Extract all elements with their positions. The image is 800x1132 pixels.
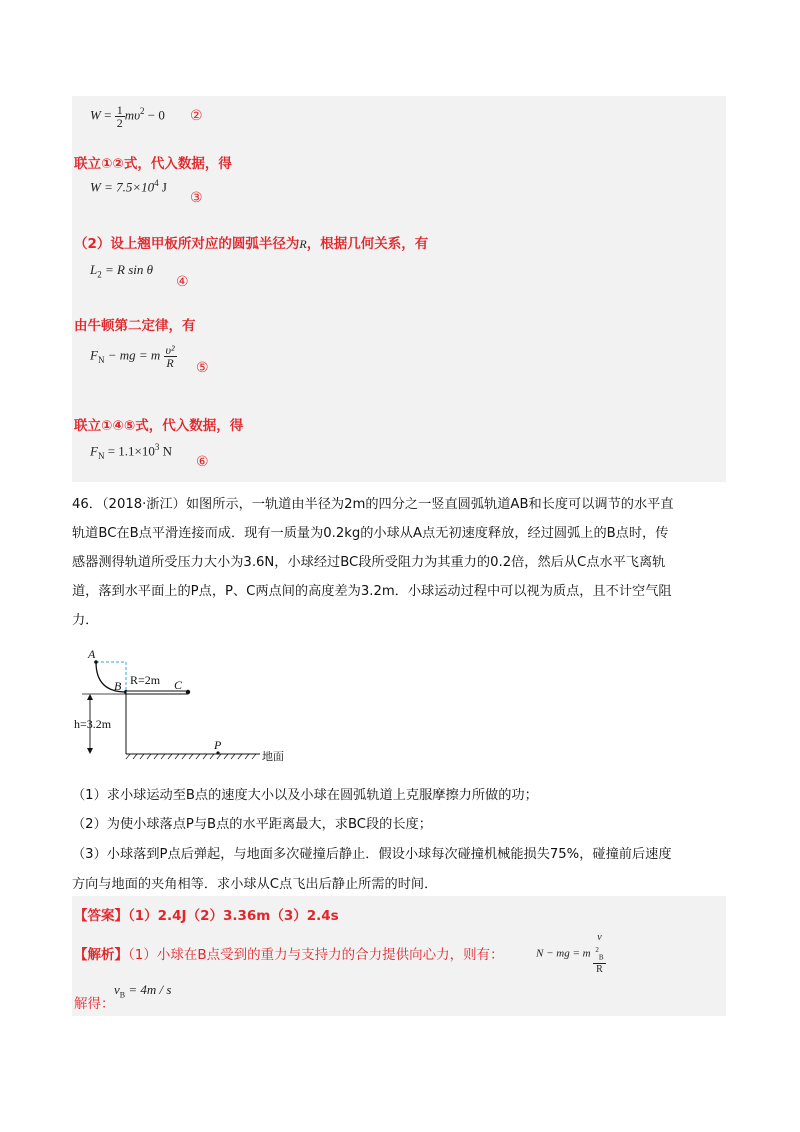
subquestion-3b: 方向与地面的夹角相等．求小球从C点飞出后静止所需的时间． [72, 877, 438, 892]
fraction-v2-R: $\frac{\text{υ²}}{R}$ [165, 343, 175, 370]
work-formula: W = $\frac{1}{2}$ $m\upsilon^2 - 0$ [90, 103, 165, 130]
work-result: $W = 7.5\times 10^4$ J [90, 178, 167, 195]
analysis-line [74, 943, 504, 963]
question-line-3: 感器测得轨道所受压力大小为3.6N，小球经过BC段所受阻力为其重力的0.2倍，然后从C点水平飞离轨 [72, 555, 666, 570]
fn-formula: $F_N$ − mg = m $\frac{\text{υ²}}{R}$ [90, 343, 175, 370]
analysis-label: 【解析】 [74, 947, 128, 963]
label-B: B [114, 679, 122, 693]
question-line-2: 轨道BC在B点平滑连接而成．现有一质量为0.2kg的小球从A点无初速度释放，经过圆弧上的B点时，传 [72, 526, 669, 541]
combine-text-145: 联立①④⑤式，代入数据，得 [74, 418, 244, 434]
fraction-half: $\frac{1}{2}$ [116, 103, 123, 130]
l2-formula: $L_2 = R$ sin θ [90, 262, 154, 280]
subquestion-2: （2）为使小球落点P与B点的水平距离最大，求BC段的长度； [72, 817, 432, 832]
label-A: A [88, 648, 96, 661]
subquestion-3a: （3）小球落到P点后弹起，与地面多次碰撞后静止．假设小球每次碰撞机械能损失75%，碰撞前后速度 [72, 847, 672, 862]
track-diagram [74, 648, 304, 766]
fn-result: $F_N = 1.1\times 10^3$ N [90, 442, 173, 461]
eq-marker-3: ③ [190, 190, 203, 206]
eq-marker-6: ⑥ [196, 454, 209, 470]
label-ground: 地面 [262, 750, 284, 763]
question-46 [72, 490, 732, 635]
part2-text: （2）设上翘甲板所对应的圆弧半径为R，根据几何关系，有 [74, 236, 429, 252]
question-line-5: 力． [72, 613, 99, 628]
label-R: R=2m [130, 673, 161, 687]
question-line-4: 道，落到水平面上的P点，P、C两点间的高度差为3.2m．小球运动过程中可以视为质点，且不计空气阻 [72, 584, 672, 599]
answer-line [74, 904, 339, 924]
label-P: P [214, 738, 222, 752]
solve-label: 解得： [74, 996, 115, 1012]
subquestion-1: （1）求小球运动至B点的速度大小以及小球在圆弧轨道上克服摩擦力所做的功； [72, 788, 538, 803]
analysis-formula: N − mg = m v $^2_B$ R [536, 932, 604, 976]
fraction-vb2-R: v $^2_B$ R [595, 932, 604, 976]
newton-text: 由牛顿第二定律，有 [74, 318, 196, 334]
answer-text: （1）2.4J（2）3.36m（3）2.4s [128, 908, 339, 924]
eq-marker-5: ⑤ [196, 360, 209, 376]
label-h: h=3.2m [74, 717, 112, 731]
eq-marker-4: ④ [176, 274, 189, 290]
question-line-1: 46．（2018·浙江）如图所示，一轨道由半径为2m的四分之一竖直圆弧轨道AB和长度可以调节的水平直 [72, 497, 674, 512]
label-C: C [174, 678, 183, 692]
analysis-text: （1）小球在B点受到的重力与支持力的合力提供向心力，则有： [128, 947, 504, 963]
vb-formula: $v_B = 4m / s$ [114, 982, 172, 1000]
combine-text-12: 联立①②式，代入数据，得 [74, 156, 232, 172]
answer-label: 【答案】 [74, 908, 128, 924]
eq-marker-2: ② [190, 108, 203, 124]
